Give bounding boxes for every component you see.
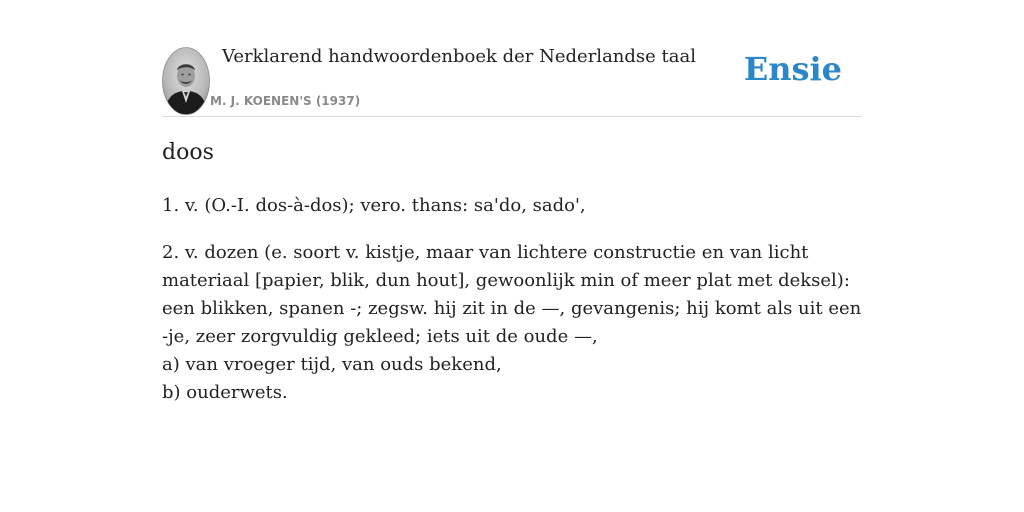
book-author: M. J. KOENEN'S (1937): [210, 94, 361, 108]
sense-2: [162, 239, 862, 407]
dictionary-header: [162, 46, 862, 117]
sense-2-sub-a: a) van vroeger tijd, van ouds bekend,: [162, 354, 502, 375]
entry-definitions: [162, 192, 862, 426]
sense-2-text: 2. v. dozen (e. soort v. kistje, maar van lichtere constructie en van licht materiaal [papier, blik, dun hout], gewoonlijk min of meer plat met deksel): een blikken, spanen -; zegsw. hij zit in de —, gevangenis; hij komt als uit een -je, zeer zorgvuldig gekleed; iets uit de oude —,: [162, 242, 862, 347]
sense-1: 1. v. (O.-I. dos-à-dos); vero. thans: sa'do, sado',: [162, 195, 586, 216]
book-title: Verklarend handwoordenboek der Nederlandse taal: [222, 46, 696, 67]
sense-2-sub-b: b) ouderwets.: [162, 382, 288, 403]
entry-headword: doos: [162, 140, 214, 165]
author-portrait-image: [162, 47, 210, 115]
ensie-logo-link[interactable]: Ensie: [743, 50, 842, 88]
